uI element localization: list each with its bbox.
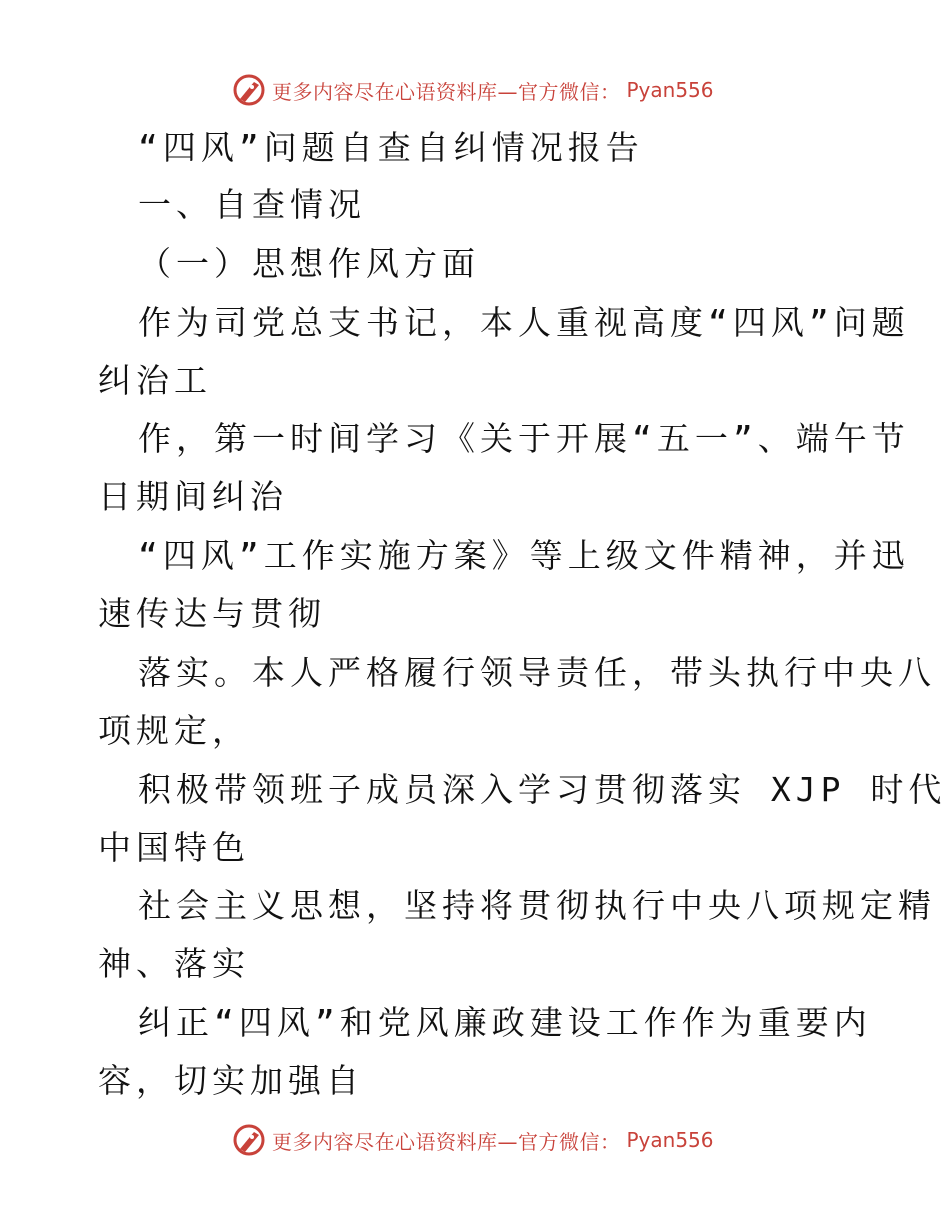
- body-line: 中国特色: [98, 828, 250, 867]
- pen-nib-logo-icon: [232, 73, 266, 107]
- body-line: 容，切实加强自: [98, 1061, 364, 1100]
- body-line: 速传达与贯彻: [98, 594, 326, 633]
- body-line: 纠治工: [98, 361, 212, 400]
- watermark-wechat-id: Pyan556: [626, 1128, 714, 1152]
- watermark-text: 更多内容尽在心语资料库—官方微信：: [272, 79, 621, 104]
- watermark-banner-bottom: [232, 1120, 714, 1160]
- watermark-wechat-id: Pyan556: [626, 78, 714, 102]
- body-line: 积极带领班子成员深入学习贯彻落实 XJP 时代: [138, 770, 947, 809]
- subsection-heading: （一）思想作风方面: [138, 244, 480, 283]
- body-line: 项规定，: [98, 711, 250, 750]
- body-line: 作，第一时间学习《关于开展“五一”、端午节: [138, 419, 910, 458]
- document-title: “四风”问题自查自纠情况报告: [138, 128, 644, 167]
- body-line: 社会主义思想，坚持将贯彻执行中央八项规定精: [138, 886, 936, 925]
- body-line: 纠正“四风”和党风廉政建设工作作为重要内: [138, 1003, 872, 1042]
- body-line: 日期间纠治: [98, 477, 288, 516]
- section-heading: 一、自查情况: [138, 185, 366, 224]
- body-line: 神、落实: [98, 944, 250, 983]
- body-line: 落实。本人严格履行领导责任，带头执行中央八: [138, 653, 936, 692]
- watermark-text: 更多内容尽在心语资料库—官方微信：: [272, 1129, 621, 1154]
- body-line: “四风”工作实施方案》等上级文件精神，并迅: [138, 536, 910, 575]
- watermark-banner-top: [232, 70, 714, 110]
- pen-nib-logo-icon: [232, 1123, 266, 1157]
- body-line: 作为司党总支书记，本人重视高度“四风”问题: [138, 303, 910, 342]
